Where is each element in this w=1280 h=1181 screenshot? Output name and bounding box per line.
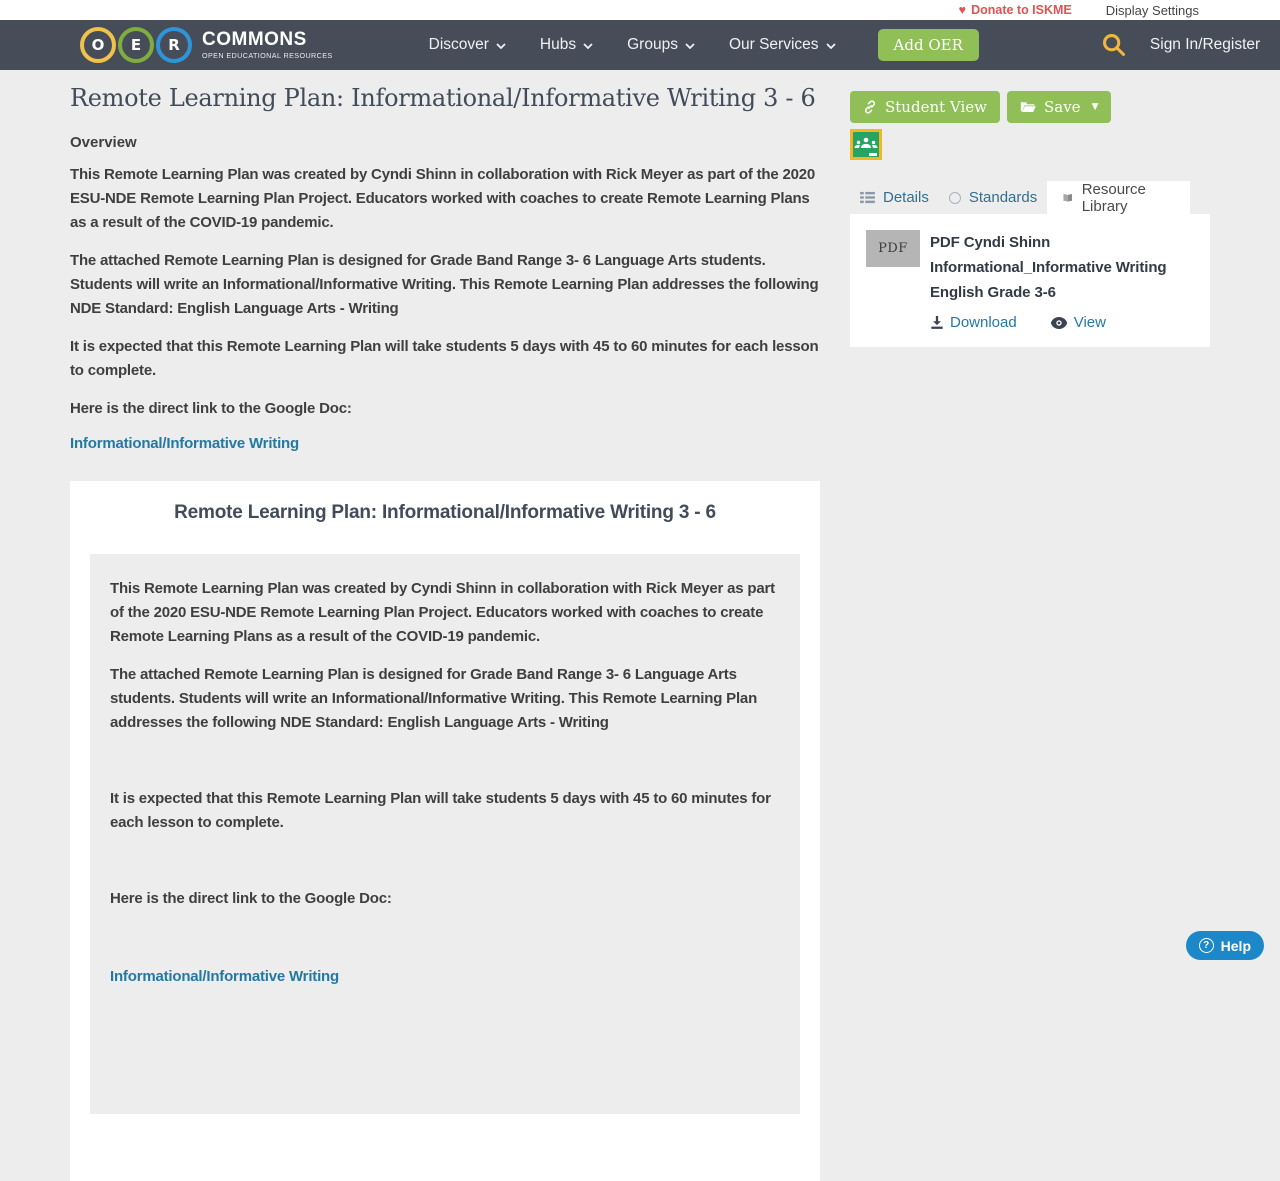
tab-details-label: Details	[883, 189, 929, 206]
oer-commons-logo[interactable]	[80, 27, 333, 63]
google-classroom-button[interactable]	[850, 129, 882, 160]
nav-item-label: Discover	[428, 36, 489, 53]
circle-icon	[949, 192, 961, 204]
google-doc-link[interactable]: Informational/Informative Writing	[70, 435, 299, 452]
link-icon	[863, 100, 877, 114]
download-icon	[930, 315, 944, 330]
resource-tabs	[850, 181, 1210, 214]
nav-item-label: Hubs	[539, 36, 577, 53]
embedded-document-title: Remote Learning Plan: Informational/Informative Writing 3 - 6	[174, 502, 716, 523]
tab-resource-library[interactable]	[1047, 181, 1190, 214]
nav-item-groups[interactable]	[627, 36, 695, 54]
list-icon	[860, 191, 875, 204]
main-navbar	[0, 20, 1280, 70]
search-button[interactable]	[1101, 32, 1127, 58]
view-label: View	[1073, 314, 1106, 331]
logo-text	[202, 30, 333, 59]
chevron-down-icon	[826, 43, 836, 49]
nav-menu	[429, 36, 836, 54]
chevron-down-icon	[685, 43, 695, 49]
nav-item-label: Groups	[627, 36, 678, 53]
resource-sidebar	[850, 91, 1210, 347]
utility-bar	[0, 0, 1280, 20]
eye-icon	[1050, 317, 1068, 329]
pdf-thumbnail: PDF	[866, 230, 920, 267]
overview-paragraph-2: The attached Remote Learning Plan is designed for Grade Band Range 3- 6 Language Arts students. Students will write an Informational/Informative Writing. This Remote Learning Plan addresses the following NDE Standard: English Language Arts - Writing	[70, 252, 819, 317]
logo-letter-o: O	[80, 27, 116, 63]
overview-section	[70, 134, 822, 453]
resource-library-panel	[850, 214, 1210, 347]
resource-item	[866, 230, 1194, 305]
overview-heading: Overview	[70, 134, 137, 151]
display-settings-link[interactable]: Display Settings	[1105, 2, 1199, 18]
chevron-down-icon	[496, 43, 506, 49]
tab-resource-library-label: Resource Library	[1081, 180, 1146, 215]
search-icon	[1101, 32, 1127, 58]
download-label: Download	[950, 314, 1017, 331]
student-view-button[interactable]	[850, 91, 1000, 123]
resource-title: PDF Cyndi Shinn Informational_Informative Writing English Grade 3-6	[930, 234, 1167, 301]
page-title: Remote Learning Plan: Informational/Informative Writing 3 - 6	[70, 84, 816, 112]
embedded-document-body	[90, 554, 800, 1114]
nav-item-label: Our Services	[728, 36, 819, 53]
tab-details[interactable]	[850, 181, 939, 214]
book-icon	[1062, 191, 1073, 205]
student-view-label: Student View	[885, 98, 987, 116]
google-classroom-icon	[853, 135, 879, 153]
folder-open-icon	[1020, 101, 1036, 114]
help-button[interactable]	[1186, 931, 1264, 960]
overview-paragraph-1: This Remote Learning Plan was created by Cyndi Shinn in collaboration with Rick Meyer as part of the 2020 ESU-NDE Remote Learning Plan Project. Educators worked with coaches to create Remote Learning Plans as a result of the COVID-19 pandemic.	[70, 166, 816, 231]
save-label: Save	[1043, 98, 1081, 116]
heart-icon: ♥	[958, 3, 967, 17]
embed-paragraph-3: It is expected that this Remote Learning Plan will take students 5 days with 45 to 60 minutes for each lesson to complete.	[110, 790, 771, 831]
embed-paragraph-1: This Remote Learning Plan was created by Cyndi Shinn in collaboration with Rick Meyer as part of the 2020 ESU-NDE Remote Learning Plan Project. Educators worked with coaches to create Remote Learning Plans as a result of the COVID-19 pandemic.	[110, 580, 775, 645]
resource-links	[930, 314, 1194, 331]
view-link[interactable]	[1050, 314, 1106, 331]
overview-paragraph-4: Here is the direct link to the Google Doc:	[70, 400, 352, 417]
donate-label: Donate to ISKME	[971, 3, 1072, 17]
brand-name: COMMONS	[202, 29, 307, 51]
save-button[interactable]	[1007, 91, 1112, 123]
embed-google-doc-link[interactable]: Informational/Informative Writing	[110, 968, 339, 985]
nav-item-our-services[interactable]	[729, 36, 836, 54]
logo-letter-r: R	[156, 27, 192, 63]
logo-letter-e: E	[118, 27, 154, 63]
help-label: Help	[1220, 937, 1251, 954]
action-buttons-row	[850, 91, 1210, 123]
question-circle-icon: ?	[1199, 938, 1214, 953]
sign-in-register-link[interactable]: Sign In/Register	[1149, 36, 1261, 53]
caret-down-icon: ▼	[1091, 102, 1099, 112]
download-link[interactable]	[930, 314, 1017, 331]
overview-paragraph-3: It is expected that this Remote Learning Plan will take students 5 days with 45 to 60 minutes for each lesson to complete.	[70, 338, 819, 379]
tab-standards[interactable]	[939, 181, 1047, 214]
embedded-document-card	[70, 481, 820, 1181]
chevron-down-icon	[583, 43, 593, 49]
nav-item-discover[interactable]	[429, 36, 506, 54]
embed-paragraph-4: Here is the direct link to the Google Doc:	[110, 890, 392, 907]
tab-standards-label: Standards	[968, 189, 1038, 206]
classroom-mini-rect	[869, 153, 877, 156]
donate-link[interactable]	[959, 3, 1072, 17]
nav-item-hubs[interactable]	[540, 36, 593, 54]
brand-tagline: OPEN EDUCATIONAL RESOURCES	[202, 51, 333, 61]
add-oer-button[interactable]: Add OER	[878, 29, 979, 61]
embed-paragraph-2: The attached Remote Learning Plan is designed for Grade Band Range 3- 6 Language Arts students. Students will write an Informational/Informative Writing. This Remote Learning Plan addresses the following NDE Standard: English Language Arts - Writing	[110, 666, 758, 731]
